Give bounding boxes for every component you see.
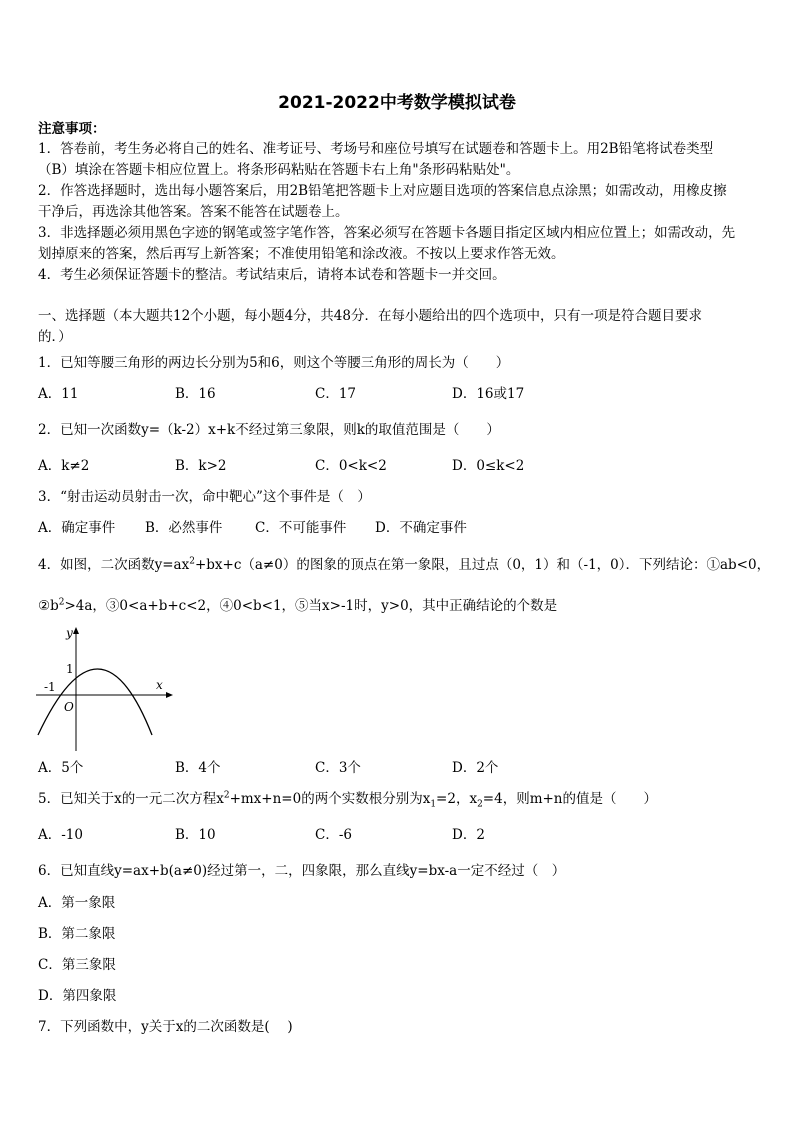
question-4-stem <box>38 556 770 574</box>
notice-line: 4．考生必须保证答题卡的整洁。考试结束后，请将本试卷和答题卡一并交回。 <box>38 267 506 283</box>
q6-option-a[interactable]: A．第一象限 <box>38 895 116 911</box>
q2-option-d[interactable]: D．0≤k<2 <box>452 458 525 474</box>
y-axis-label: y <box>66 626 73 640</box>
page-title: 2021-2022中考数学模拟试卷 <box>278 93 516 113</box>
q4-stem-sup: 2 <box>189 556 195 567</box>
q3-option-a[interactable]: A．确定事件 <box>38 520 116 536</box>
q5-stem-part: +mx+n=0的两个实数根分别为x <box>229 791 431 807</box>
y-axis-arrow <box>73 627 79 634</box>
q4-option-d[interactable]: D．2个 <box>452 760 499 776</box>
question-4-stem-cont <box>38 597 557 615</box>
q1-option-d[interactable]: D．16或17 <box>452 386 525 402</box>
q5-option-b[interactable]: B．10 <box>175 827 216 843</box>
q3-option-b[interactable]: B．必然事件 <box>145 520 223 536</box>
q4-stem-part: +bx+c（a≠0）的图象的顶点在第一象限，且过点（0，1）和（-1，0）．下列结论：①ab<0， <box>194 557 771 573</box>
origin-label: O <box>64 700 74 714</box>
question-2-stem: 2．已知一次函数y=（k-2）x+k不经过第三象限，则k的取值范围是（ ） <box>38 422 500 438</box>
q5-stem-sub: 1 <box>430 799 437 810</box>
q2-option-a[interactable]: A．k≠2 <box>38 458 90 474</box>
question-6-stem: 6．已知直线y=ax+b(a≠0)经过第一，二，四象限，那么直线y=bx-a一定不经过（ ） <box>38 863 566 879</box>
question-7-stem: 7．下列函数中，y关于x的二次函数是( ) <box>38 1019 293 1035</box>
q5-stem-part: 5．已知关于x的一元二次方程x <box>38 791 224 807</box>
q4-stem-part: ②b <box>38 598 59 614</box>
parabola-graph <box>34 625 174 753</box>
q4-stem-part: >4a，③0<a+b+c<2，④0<b<1，⑤当x>-1时，y>0，其中正确结论的个数是 <box>64 598 558 614</box>
q4-option-c[interactable]: C．3个 <box>315 760 361 776</box>
y-intercept-label: 1 <box>66 662 74 676</box>
q4-option-b[interactable]: B．4个 <box>175 760 221 776</box>
q6-option-d[interactable]: D．第四象限 <box>38 988 117 1004</box>
x-axis-arrow <box>166 692 173 698</box>
notice-line: 干净后，再选涂其他答案。答案不能答在试题卷上。 <box>38 204 349 220</box>
question-3-stem: 3．“射击运动员射击一次，命中靶心”这个事件是（ ） <box>38 489 371 505</box>
q1-option-b[interactable]: B．16 <box>175 386 216 402</box>
section-heading-cont: 的．） <box>38 329 72 345</box>
x-axis-label: x <box>156 678 163 692</box>
q5-stem-sub: 2 <box>477 799 483 810</box>
q3-option-d[interactable]: D．不确定事件 <box>375 520 467 536</box>
parabola-curve <box>38 669 152 735</box>
q5-option-a[interactable]: A．-10 <box>38 827 83 843</box>
notice-line: 3．非选择题必须用黑色字迹的钢笔或签字笔作答，答案必须写在答题卡各题目指定区域内相应位置上；如需改动，先 <box>38 225 736 241</box>
q1-option-c[interactable]: C．17 <box>315 386 357 402</box>
q4-stem-sup: 2 <box>58 597 65 608</box>
q5-option-d[interactable]: D．2 <box>452 827 485 843</box>
q5-stem-sup: 2 <box>223 790 230 801</box>
notice-line: 2．作答选择题时，选出每小题答案后，用2B铅笔把答题卡上对应题目选项的答案信息点涂黑；如需改动，用橡皮擦 <box>38 183 727 199</box>
notice-line: 1．答卷前，考生务必将自己的姓名、准考证号、考场号和座位号填写在试题卷和答题卡上。用2B铅笔将试卷类型 <box>38 141 714 157</box>
q6-option-b[interactable]: B．第二象限 <box>38 926 116 942</box>
q5-stem-part: =4，则m+n的值是（ ） <box>482 791 658 807</box>
q2-option-c[interactable]: C．0<k<2 <box>315 458 387 474</box>
question-5-stem <box>38 790 657 808</box>
q4-stem-part: 4．如图，二次函数y=ax <box>38 557 190 573</box>
q2-option-b[interactable]: B．k>2 <box>175 458 227 474</box>
q5-stem-part: =2，x <box>436 791 478 807</box>
notice-heading: 注意事项： <box>38 121 106 137</box>
q3-option-c[interactable]: C．不可能事件 <box>255 520 347 536</box>
q1-option-a[interactable]: A．11 <box>38 386 79 402</box>
q5-option-c[interactable]: C．-6 <box>315 827 352 843</box>
notice-line: 划掉原来的答案，然后再写上新答案；不准使用铅笔和涂改液。不按以上要求作答无效。 <box>38 246 565 262</box>
section-heading: 一、选择题（本大题共12个小题，每小题4分，共48分．在每小题给出的四个选项中，只有一项是符合题目要求 <box>38 308 702 324</box>
question-1-stem: 1．已知等腰三角形的两边长分别为5和6，则这个等腰三角形的周长为（ ） <box>38 355 510 371</box>
notice-line: （B）填涂在答题卡相应位置上。将条形码粘贴在答题卡右上角"条形码粘贴处"。 <box>38 162 520 178</box>
q6-option-c[interactable]: C．第三象限 <box>38 957 116 973</box>
q4-option-a[interactable]: A．5个 <box>38 760 84 776</box>
x-intercept-label: -1 <box>44 680 56 694</box>
